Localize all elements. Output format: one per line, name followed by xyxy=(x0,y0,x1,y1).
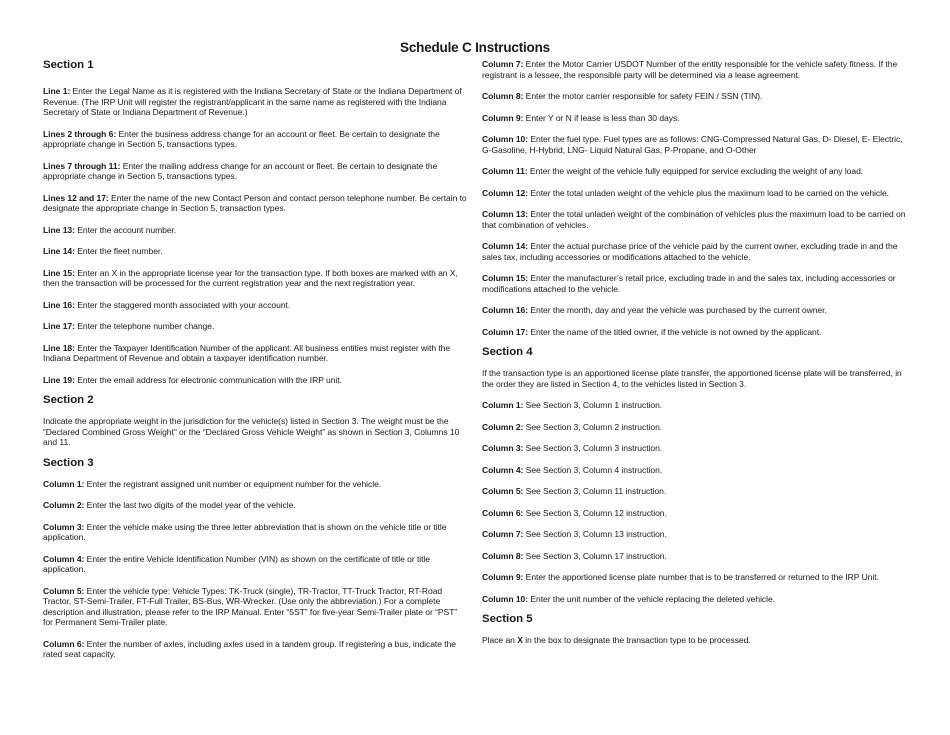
s4-column-10: Column 10: Enter the unit number of the vehicle replacing the deleted vehicle. xyxy=(482,593,776,604)
section-2-text: Indicate the appropriate weight in the jurisdiction for the vehicle(s) listed in Section 3. The weight must be the “Declared Combined Gross Weight” or the “Declared Gross Vehicle Weight” as shown in Section 3, Columns 10 and 11. xyxy=(43,416,460,447)
section-1-heading: Section 1 xyxy=(43,59,94,71)
page-title: Schedule C Instructions xyxy=(400,40,550,55)
lines-12-17: Lines 12 and 17: Enter the name of the new Contact Person and contact person telephone number. Be certain to designate the appropriate change in Section 5, transaction types. xyxy=(43,192,467,213)
column-4: Column 4: Enter the entire Vehicle Identification Number (VIN) as shown on the certificate of title or title application. xyxy=(43,553,430,574)
column-1: Column 1: Enter the registrant assigned unit number or equipment number for the vehicle. xyxy=(43,478,382,489)
section-2-heading: Section 2 xyxy=(43,394,94,406)
s4-column-4: Column 4: See Section 3, Column 4 instruction. xyxy=(482,464,663,475)
line-13: Line 13: Enter the account number. xyxy=(43,224,177,235)
section-3-heading: Section 3 xyxy=(43,456,94,469)
column-6: Column 6: Enter the number of axles, including axles used in a tandem group. If registering a bus, indicate the rated seat capacity. xyxy=(43,638,457,659)
column-17: Column 17: Enter the name of the titled owner, if the vehicle is not owned by the applicant. xyxy=(482,326,822,337)
section-5-text: Place an X in the box to designate the transaction type to be processed. xyxy=(482,635,751,645)
line-17: Line 17: Enter the telephone number change. xyxy=(43,321,215,331)
left-column xyxy=(43,58,468,660)
line-16: Line 16: Enter the staggered month associated with your account. xyxy=(43,299,291,310)
column-7: Column 7: Enter the Motor Carrier USDOT Number of the entity responsible for the vehicle safety fitness. If the registrant is a lessee, the responsible party will be determined via a lease agreement. xyxy=(482,59,898,80)
s4-column-9: Column 9: Enter the apportioned license plate number that is to be transferred or returned to the IRP Unit. xyxy=(482,572,879,582)
column-12: Column 12: Enter the total unladen weight of the vehicle plus the maximum load to be carried on the vehicle. xyxy=(482,187,889,198)
column-10: Column 10: Enter the fuel type. Fuel types are as follows: CNG-Compressed Natural Gas, D- Diesel, E- Electric, G-Gasoline, H-Hybrid, LNG- Liquid Natural Gas, P-Propane, and O-Other xyxy=(482,134,903,155)
s4-column-2: Column 2: See Section 3, Column 2 instruction. xyxy=(482,421,663,432)
column-14: Column 14: Enter the actual purchase price of the vehicle paid by the current owner, excluding trade in and the sales tax, including accessories or modifications attached to the vehicle. xyxy=(482,241,898,262)
line-1: Line 1: Enter the Legal Name as it is registered with the Indiana Secretary of State or the Indiana Department of Revenue. (The IRP Unit will register the registrant/applicant in the same name as registered with the Indiana Secretary of State or Indiana Department of Revenue.) xyxy=(43,86,462,117)
line-19: Line 19: Enter the email address for electronic communication with the IRP unit. xyxy=(43,374,342,385)
line-18: Line 18: Enter the Taxpayer Identification Number of the applicant. All business entities must register with the Indiana Department of Revenue and obtain a taxpayer identification number. xyxy=(43,342,451,363)
column-9: Column 9: Enter Y or N if lease is less than 30 days. xyxy=(482,112,680,123)
section-5-heading: Section 5 xyxy=(482,613,533,625)
s4-column-7: Column 7: See Section 3, Column 13 instruction. xyxy=(482,529,667,539)
column-5: Column 5: Enter the vehicle type: Vehicle Types: TK-Truck (single), TR-Tractor, TT-Truck Tractor, RT-Road Tractor, ST-Semi-Trailer, FT-Full Trailer, BS-Bus, WR-Wrecker. (Use only the abbreviation.) For a complete description and illustration, please refer to the IRP Manual. Enter “5ST” for five-year Semi-Trailer plate or “PST” for Permanent Semi-Trailer plate. xyxy=(43,585,458,627)
column-16: Column 16: Enter the month, day and year the vehicle was purchased by the current owner. xyxy=(482,305,827,315)
column-11: Column 11: Enter the weight of the vehicle fully equipped for service excluding the weight of any load. xyxy=(482,166,864,176)
column-13: Column 13: Enter the total unladen weight of the combination of vehicles plus the maximum load to be carried on that combination of vehicles. xyxy=(482,209,906,230)
line-14: Line 14: Enter the fleet number. xyxy=(43,246,163,256)
section-4-heading: Section 4 xyxy=(482,346,533,358)
lines-2-6: Lines 2 through 6: Enter the business address change for an account or fleet. Be certain to designate the appropriate change in Section 5, transactions types. xyxy=(43,128,440,149)
s4-column-1: Column 1: See Section 3, Column 1 instruction. xyxy=(482,400,663,410)
s4-column-6: Column 6: See Section 3, Column 12 instruction. xyxy=(482,507,667,518)
s4-column-8: Column 8: See Section 3, Column 17 instruction. xyxy=(482,550,667,561)
column-2: Column 2: Enter the last two digits of the model year of the vehicle. xyxy=(43,500,296,510)
s4-column-5: Column 5: See Section 3, Column 11 instruction. xyxy=(482,486,667,496)
right-column xyxy=(482,59,910,646)
s4-column-3: Column 3: See Section 3, Column 3 instruction. xyxy=(482,443,663,453)
section-4-intro: If the transaction type is an apportioned license plate transfer, the apportioned license plate will be transferred, in the order they are listed in Section 4, to the vehicles listed in Section 3. xyxy=(482,368,902,389)
column-8: Column 8: Enter the motor carrier responsible for safety FEIN / SSN (TIN). xyxy=(482,91,763,101)
column-3: Column 3: Enter the vehicle make using the three letter abbreviation that is shown on the vehicle title or title application. xyxy=(43,521,447,542)
column-15: Column 15: Enter the manufacturer’s retail price, excluding trade in and the sales tax, including accessories or modifications attached to the vehicle. xyxy=(482,273,896,294)
line-15: Line 15: Enter an X in the appropriate license year for the transaction type. If both boxes are marked with an X, then the transaction will be processed for the current registration year and the next registration year. xyxy=(43,267,458,288)
lines-7-11: Lines 7 through 11: Enter the mailing address change for an account or fleet. Be certain to designate the appropriate change in Section 5, transactions types. xyxy=(43,160,438,181)
